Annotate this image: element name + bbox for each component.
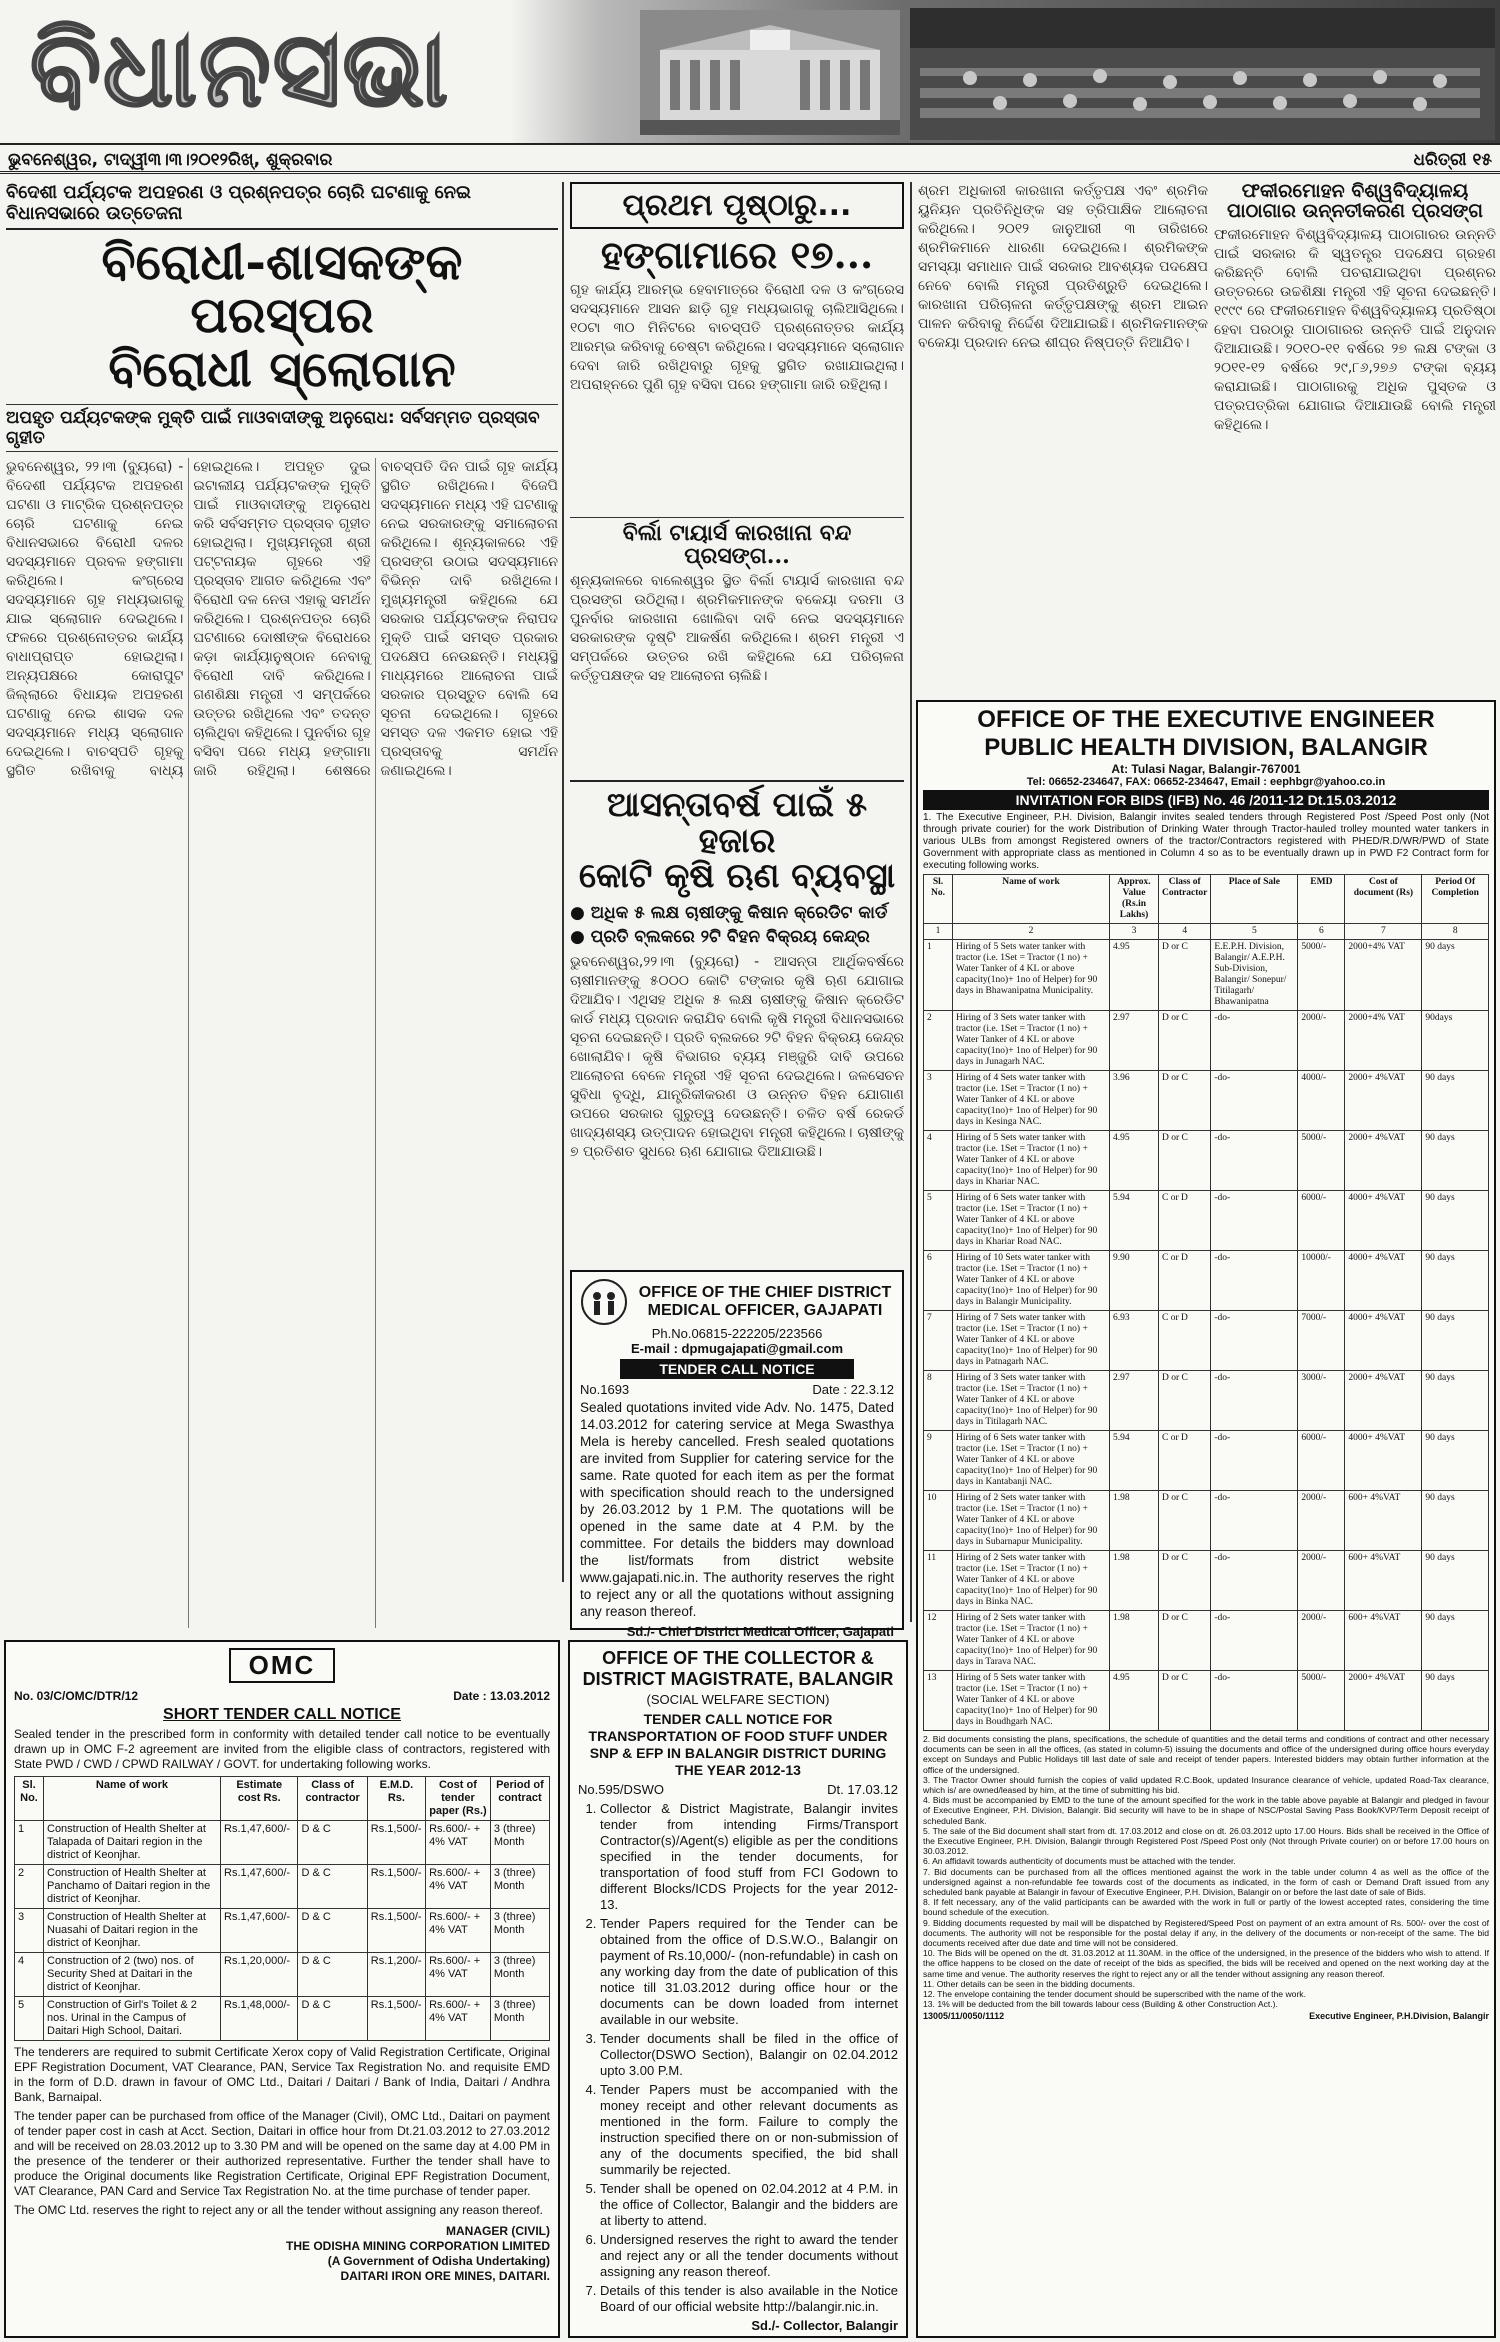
table-cell: C or D bbox=[1159, 1191, 1211, 1251]
phed-address: At: Tulasi Nagar, Balangir-767001 bbox=[1111, 762, 1301, 776]
table-row bbox=[15, 1821, 550, 1865]
list-item: 6. An affidavit towards authenticity of documents must be attached with the tender. bbox=[923, 1856, 1236, 1867]
table-cell: -do- bbox=[1211, 1311, 1298, 1371]
omc-col-header: Cost of tender paper (Rs.) bbox=[426, 1777, 491, 1821]
phed-table-colnums bbox=[924, 924, 1489, 940]
phed-colnum: 1 bbox=[924, 924, 953, 940]
krishi-story bbox=[570, 780, 904, 1280]
fm-headline-line2: ପାଠାଗାର ଉନ୍ନତୀକରଣ ପ୍ରସଙ୍ଗ bbox=[1227, 199, 1483, 222]
phed-notes bbox=[923, 1734, 1489, 2009]
omc-col-header: E.M.D. Rs. bbox=[367, 1777, 425, 1821]
collector-conditions bbox=[578, 1801, 898, 2315]
fm-headline-line1: ଫକୀରମୋହନ ବିଶ୍ୱବିଦ୍ୟାଳୟ bbox=[1241, 180, 1469, 202]
table-cell: 2000/- bbox=[1298, 1491, 1345, 1551]
table-cell: -do- bbox=[1211, 1011, 1298, 1071]
phed-col-header: Place of Sale bbox=[1211, 875, 1298, 924]
table-cell: E.E.P.H. Division, Balangir/ A.E.P.H. Sub-Division, Balangir/ Sonepur/ Titilagarh/ Bhawanipatna bbox=[1211, 940, 1298, 1011]
omc-col-header: Period of contract bbox=[490, 1777, 549, 1821]
table-cell: 4000+ 4%VAT bbox=[1345, 1251, 1422, 1311]
table-cell: D & C bbox=[298, 1997, 367, 2041]
table-cell: Hiring of 4 Sets water tanker with tractor (i.e. 1Set = Tractor (1 no) + Water Tanker of 4 KL or above capacity(1no)+ 1no of Helper) for 90 days in Kesinga NAC. bbox=[953, 1071, 1110, 1131]
collector-ref-row bbox=[578, 1782, 898, 1797]
table-cell: Construction of 2 (two) nos. of Security Shed at Daitari in the district of Keonjhar. bbox=[44, 1953, 221, 1997]
phed-colnum: 8 bbox=[1422, 924, 1489, 940]
cdmo-ref-row bbox=[580, 1382, 894, 1397]
omc-table-header bbox=[15, 1777, 550, 1821]
table-cell: Rs.1,48,000/- bbox=[221, 1997, 298, 2041]
table-cell: 2000+ 4%VAT bbox=[1345, 1131, 1422, 1191]
phed-contact: Tel: 06652-234647, FAX: 06652-234647, Email : eephbgr@yahoo.co.in bbox=[1026, 776, 1386, 788]
table-cell: 3 (three) Month bbox=[490, 1953, 549, 1997]
lead-headline-line1: ବିରୋଧୀ-ଶାସକଙ୍କ ପରସ୍ପର bbox=[101, 232, 463, 344]
table-row bbox=[924, 1431, 1489, 1491]
table-cell: 90 days bbox=[1422, 1311, 1489, 1371]
table-cell: Hiring of 5 Sets water tanker with tractor (i.e. 1Set = Tractor (1 no) + Water Tanker of 4 KL or above capacity(1no)+ 1no of Helper) for 90 days in Bhawanipatna Municipality. bbox=[953, 940, 1110, 1011]
omc-sign-line1: MANAGER (CIVIL) bbox=[446, 2224, 550, 2238]
table-cell: 11 bbox=[924, 1551, 953, 1611]
omc-ref-row bbox=[14, 1689, 550, 1703]
phed-title-line1: OFFICE OF THE EXECUTIVE ENGINEER bbox=[977, 706, 1435, 733]
table-cell: Rs.1,500/- bbox=[367, 1997, 425, 2041]
omc-para1: The tenderers are required to submit Certificate Xerox copy of Valid Registration Certificate, Original EPF Registration Document, VAT Clearance, PAN, Service Tax Registration No. and requisite EMD in the form of D.D. drawn in favour of OMC Ltd., Daitari / Daitari / Bank of India, Daitari / Andhra Bank, Barnaipal. bbox=[14, 2045, 550, 2104]
collector-section: (SOCIAL WELFARE SECTION) bbox=[646, 1692, 830, 1707]
table-cell: 4000/- bbox=[1298, 1071, 1345, 1131]
list-item: 7. Bid documents can be purchased from all the offices mentioned against the work in the table under column 4 as well as the office of the undersigned against a non-refundable fee towards cost of the documents as indicated, in the form of cash or Demand Draft issued from any scheduled bank payable at Balangir in favour of Executive Engineer, P.H. Division, Balangir on or before the last date of sale of Bids. bbox=[923, 1866, 1489, 1898]
table-cell: 3 (three) Month bbox=[490, 1865, 549, 1909]
front-page-continuation bbox=[570, 182, 904, 772]
lead-headline-line2: ବିରୋଧୀ ସ୍ଲୋଗାନ bbox=[108, 339, 456, 398]
list-item: 1. Collector & District Magistrate, Balangir invites tender from intending Firms/Transport Contractor(s)/Agent(s) eligible as per the conditions specified in the tender documents, for transportation of food stuff from FCI Godown to different Blocks/ICDS Projects for the year 2012-13. bbox=[600, 1801, 898, 1913]
phed-notice bbox=[916, 700, 1496, 2338]
table-cell: 3.96 bbox=[1110, 1071, 1159, 1131]
table-cell: D & C bbox=[298, 1953, 367, 1997]
table-cell: Rs.1,47,600/- bbox=[221, 1865, 298, 1909]
lead-story bbox=[6, 182, 558, 1582]
table-cell: Hiring of 2 Sets water tanker with tractor (i.e. 1Set = Tractor (1 no) + Water Tanker of 4 KL or above capacity(1no)+ 1no of Helper) for 90 days in Tarava NAC. bbox=[953, 1611, 1110, 1671]
table-cell: 4000+ 4%VAT bbox=[1345, 1191, 1422, 1251]
table-cell: 600+ 4%VAT bbox=[1345, 1551, 1422, 1611]
table-cell: 90 days bbox=[1422, 1191, 1489, 1251]
fm-body: ଫକୀରମୋହନ ବିଶ୍ୱବିଦ୍ୟାଳୟ ପାଠାଗାରର ଉନ୍ନତି ପାଇଁ ସରକାର କି ସ୍ୱତନ୍ତ୍ର ପଦକ୍ଷେପ ଗ୍ରହଣ କରିଛନ୍ତି ବୋଲି ପଚରାଯାଇଥିବା ପ୍ରଶ୍ନର ଉତ୍ତରରେ ଉଚ୍ଚଶିକ୍ଷା ମନ୍ତ୍ରୀ ଏହି ସୂଚନା ଦେଇଛନ୍ତି। ୧୯୯୯ ରେ ଫକୀରମୋହନ ବିଶ୍ୱବିଦ୍ୟାଳୟ ପ୍ରତିଷ୍ଠା ହେବା ପରଠାରୁ ପାଠାଗାରର ଉନ୍ନତି ପାଇଁ ଅନୁଦାନ ଦିଆଯାଉଛି। ୨୦୧୦-୧୧ ବର୍ଷରେ ୨୭ ଲକ୍ଷ ଟଙ୍କା ଓ ୨୦୧୧-୧୨ ବର୍ଷରେ ୨୯,୮୬,୨୭୬ ଟଙ୍କା ବ୍ୟୟ କରାଯାଇଛି। ପାଠାଗାରକୁ ଅଧିକ ପୁସ୍ତକ ଓ ପତ୍ରପତ୍ରିକା ଯୋଗାଇ ଦିଆଯାଉଛି ବୋଲି ମନ୍ତ୍ରୀ କହିଥିଲେ। bbox=[1214, 226, 1496, 433]
table-row bbox=[924, 1011, 1489, 1071]
table-cell: 2000+ 4%VAT bbox=[1345, 1371, 1422, 1431]
collector-date: Dt. 17.03.12 bbox=[827, 1782, 898, 1797]
table-cell: -do- bbox=[1211, 1551, 1298, 1611]
table-cell: 90 days bbox=[1422, 1371, 1489, 1431]
table-row bbox=[924, 1071, 1489, 1131]
collector-title-line1: OFFICE OF THE COLLECTOR & bbox=[602, 1648, 874, 1668]
collector-signature: Sd./- Collector, Balangir bbox=[751, 2318, 898, 2333]
table-cell: Hiring of 2 Sets water tanker with tractor (i.e. 1Set = Tractor (1 no) + Water Tanker of 4 KL or above capacity(1no)+ 1no of Helper) for 90 days in Subarnapur Municipality. bbox=[953, 1491, 1110, 1551]
list-item: 7. Details of this tender is also available in the Notice Board of our official website http://balangir.nic.in. bbox=[600, 2283, 898, 2315]
table-cell: Hiring of 6 Sets water tanker with tractor (i.e. 1Set = Tractor (1 no) + Water Tanker of 4 KL or above capacity(1no)+ 1no of Helper) for 90 days in Kantabanji NAC. bbox=[953, 1431, 1110, 1491]
omc-signature-block bbox=[14, 2224, 550, 2284]
omc-table-body bbox=[15, 1821, 550, 2041]
table-cell: 90 days bbox=[1422, 1611, 1489, 1671]
table-cell: 2.97 bbox=[1110, 1011, 1159, 1071]
table-cell: 90 days bbox=[1422, 1491, 1489, 1551]
table-cell: 6000/- bbox=[1298, 1431, 1345, 1491]
masthead bbox=[0, 0, 1500, 145]
cdmo-title-line2: MEDICAL OFFICER, GAJAPATI bbox=[647, 1302, 883, 1319]
phed-colnum: 4 bbox=[1159, 924, 1211, 940]
phed-col-header: Name of work bbox=[953, 875, 1110, 924]
phed-table bbox=[923, 874, 1489, 1731]
table-row bbox=[15, 1953, 550, 1997]
omc-col-header: Name of work bbox=[44, 1777, 221, 1821]
phed-colnum: 2 bbox=[953, 924, 1110, 940]
list-item: 12. The envelope containing the tender document should be superscribed with the name of the work. bbox=[923, 1989, 1306, 2000]
page-number: ଧରିତ୍ରୀ ୧୫ bbox=[1413, 150, 1492, 170]
table-cell: 2000/- bbox=[1298, 1611, 1345, 1671]
list-item: 11. Other details can be seen in the bidding documents. bbox=[923, 1978, 1135, 1989]
table-cell: 1.98 bbox=[1110, 1611, 1159, 1671]
masthead-title: ବିଧାନସଭା bbox=[30, 8, 451, 130]
krishi-headline-line2: କୋଟି କୃଷି ଋଣ ବ୍ୟବସ୍ଥା bbox=[578, 856, 896, 897]
phed-table-header bbox=[924, 875, 1489, 924]
table-cell: 10000/- bbox=[1298, 1251, 1345, 1311]
table-row bbox=[924, 1251, 1489, 1311]
table-cell: 4000+ 4%VAT bbox=[1345, 1431, 1422, 1491]
cdmo-notice bbox=[570, 1270, 904, 1639]
table-row bbox=[15, 1997, 550, 2041]
table-cell: 1 bbox=[924, 940, 953, 1011]
table-cell: 2000/- bbox=[1298, 1011, 1345, 1071]
table-cell: -do- bbox=[1211, 1671, 1298, 1731]
table-cell: Construction of Girl's Toilet & 2 nos. Urinal in the Campus of Daitari High School, Daitari. bbox=[44, 1997, 221, 2041]
table-cell: 1.98 bbox=[1110, 1551, 1159, 1611]
phed-intro: 1. The Executive Engineer, P.H. Division, Balangir invites sealed tenders through Registered Post /Speed Post only (Not through private courier) for the work Distribution of Drinking Water through Tractor-hauled trolley mounted water tankers in various ULBs from amongst Registered owners of the tractor/Contractors registered with PHED/R.D/WR/PWD of State Government with appropriate class as mentioned in Column 4 so as to be eventually drawn up in PWD F2 Contract form for executing following works. bbox=[923, 812, 1489, 871]
table-cell: 90 days bbox=[1422, 1671, 1489, 1731]
omc-intro: Sealed tender in the prescribed form in conformity with detailed tender call notice to be eventually drawn up in OMC F-2 agreement are invited from the eligible class of contractors, registered with State PWD / CWD / CPWD RAILWAY / GOVT. for undertaking following works. bbox=[14, 1727, 550, 1771]
list-item: 3. Tender documents shall be filed in the office of Collector(DSWO Section), Balangir on 02.04.2012 upto 3.00 P.M. bbox=[600, 2031, 898, 2079]
table-cell: C or D bbox=[1159, 1431, 1211, 1491]
list-item: 2. Tender Papers required for the Tender can be obtained from the office of D.S.W.O., Balangir on payment of Rs.10,000/- (non-refundable) in cash on any working day from the date of publication of this notice till 31.03.2012 during office hour or the documents can be down loaded from internet available in our website. bbox=[600, 1916, 898, 2028]
table-cell: D & C bbox=[298, 1865, 367, 1909]
table-cell: 7000/- bbox=[1298, 1311, 1345, 1371]
list-item: 4. Bids must be accompanied by EMD to the tune of the amount specified for the work in the table above payable at Balangir and pledged in favour of Executive Engineer, P.H. Division, Balangir. Bid security will have to be in shape of NSC/Postal Saving Pass Book/KVP/Term Deposit receipt of scheduled Bank. bbox=[923, 1795, 1489, 1826]
table-cell: 6.93 bbox=[1110, 1311, 1159, 1371]
table-cell: D or C bbox=[1159, 940, 1211, 1011]
phed-colnum: 6 bbox=[1298, 924, 1345, 940]
krishi-bullet-1: ● ଅଧିକ ୫ ଲକ୍ଷ ଚାଷୀଙ୍କୁ କିଷାନ କ୍ରେଡିଟ କାର୍ଡ bbox=[570, 903, 888, 924]
table-cell: Hiring of 2 Sets water tanker with tractor (i.e. 1Set = Tractor (1 no) + Water Tanker of 4 KL or above capacity(1no)+ 1no of Helper) for 90 days in Binka NAC. bbox=[953, 1551, 1110, 1611]
table-cell: 2 bbox=[924, 1011, 953, 1071]
table-cell: 2 bbox=[15, 1865, 44, 1909]
collector-title-line2: DISTRICT MAGISTRATE, BALANGIR bbox=[582, 1669, 894, 1689]
cdmo-date: Date : 22.3.12 bbox=[812, 1382, 894, 1397]
list-item: 5. Tender shall be opened on 02.04.2012 at 4 P.M. in the office of Collector, Balangir and the bidders are at liberty to attend. bbox=[600, 2181, 898, 2229]
table-cell: 2000+ 4%VAT bbox=[1345, 1071, 1422, 1131]
omc-table bbox=[14, 1776, 550, 2041]
table-cell: Rs.1,500/- bbox=[367, 1821, 425, 1865]
fm-university-story bbox=[1214, 182, 1496, 682]
table-cell: 7 bbox=[924, 1311, 953, 1371]
table-cell: 3 (three) Month bbox=[490, 1909, 549, 1953]
table-cell: 90 days bbox=[1422, 1071, 1489, 1131]
table-cell: 90 days bbox=[1422, 940, 1489, 1011]
lead-subhead: ଅପହୃତ ପର୍ଯ୍ୟଟକଙ୍କ ମୁକ୍ତି ପାଇଁ ମାଓବାଦୀଙ୍କୁ ଅନୁରୋଧ: ସର୍ବସମ୍ମତ ପ୍ରସ୍ତାବ ଗୃହୀତ bbox=[6, 404, 558, 452]
table-cell: Rs.1,500/- bbox=[367, 1909, 425, 1953]
cdmo-phone: Ph.No.06815-222205/223566 bbox=[651, 1326, 823, 1341]
phed-colnum: 7 bbox=[1345, 924, 1422, 940]
list-item: 10. The Bids will be opened on the dt. 31.03.2012 at 11.30AM. in the office of the undersigned, in the presence of the bidders who wish to attend. If the office happens to be closed on the date of receipt of the bids as specified, the bids will be received and opened on the next working day at the same time and venue. The authority reserves the right to reject any or all the tender without assigning any reason thereof. bbox=[923, 1948, 1489, 1979]
table-cell: 6 bbox=[924, 1251, 953, 1311]
table-cell: D or C bbox=[1159, 1071, 1211, 1131]
table-cell: D or C bbox=[1159, 1131, 1211, 1191]
omc-col-header: Class of contractor bbox=[298, 1777, 367, 1821]
table-cell: 3 bbox=[924, 1071, 953, 1131]
list-item: 13. 1% will be deducted from the bill towards labour cess (Building & other Construction Act.). bbox=[923, 1999, 1278, 2010]
table-cell: Hiring of 5 Sets water tanker with tractor (i.e. 1Set = Tractor (1 no) + Water Tanker of 4 KL or above capacity(1no)+ 1no of Helper) for 90 days in Khariar NAC. bbox=[953, 1131, 1110, 1191]
table-row bbox=[924, 1311, 1489, 1371]
table-cell: 5000/- bbox=[1298, 1131, 1345, 1191]
table-cell: 4 bbox=[15, 1953, 44, 1997]
table-cell: 600+ 4%VAT bbox=[1345, 1491, 1422, 1551]
cdmo-number: No.1693 bbox=[580, 1382, 630, 1397]
table-cell: 3000/- bbox=[1298, 1371, 1345, 1431]
list-item: 3. The Tractor Owner should furnish the copies of valid updated R.C.Book, updated Insurance clearance of vehicle, updated Road-Tax clearance, which is/ are owned/leased by him, at the time of submitting his bid. bbox=[923, 1774, 1489, 1796]
table-cell: -do- bbox=[1211, 1491, 1298, 1551]
table-cell: D or C bbox=[1159, 1371, 1211, 1431]
table-cell: Rs.1,200/- bbox=[367, 1953, 425, 1997]
omc-para3: The OMC Ltd. reserves the right to reject any or all the tender without assigning any reason thereof. bbox=[14, 2203, 543, 2217]
table-cell: 4.95 bbox=[1110, 1671, 1159, 1731]
omc-date: Date : 13.03.2012 bbox=[453, 1689, 550, 1703]
table-cell: 4 bbox=[924, 1131, 953, 1191]
table-cell: 3 bbox=[15, 1909, 44, 1953]
omc-notice bbox=[4, 1640, 560, 2338]
table-cell: Hiring of 6 Sets water tanker with tractor (i.e. 1Set = Tractor (1 no) + Water Tanker of 4 KL or above capacity(1no)+ 1no of Helper) for 90 days in Khariar Road NAC. bbox=[953, 1191, 1110, 1251]
table-cell: 5000/- bbox=[1298, 940, 1345, 1011]
list-item: 5. The sale of the Bid document shall start from dt. 17.03.2012 and close on dt. 26.03.2012 upto 17.00 Hours. Bids shall be received in the Office of the Executive Engineer, P.H. Division, Balangir through Registered Post /Speed Post only (Not through Private courier) on or before 17.00 hours on 30.03.2012. bbox=[923, 1825, 1489, 1857]
dateline-date: ଭୁବନେଶ୍ୱର, ଟାଦ୍ୱୀ୩।୩।୨୦୧୨ରିଖ୍, ଶୁକ୍ରବାର bbox=[8, 150, 333, 170]
phed-col-header: Cost of document (Rs) bbox=[1345, 875, 1422, 924]
front-page-banner: ପ୍ରଥମ ପୃଷ୍ଠାରୁ... bbox=[570, 182, 904, 229]
table-cell: 10 bbox=[924, 1491, 953, 1551]
table-cell: 1 bbox=[15, 1821, 44, 1865]
krishi-bullet-2: ● ପ୍ରତି ବ୍ଲକରେ ୨ଟି ବିହନ ବିକ୍ରୟ କେନ୍ଦ୍ର bbox=[570, 927, 870, 948]
table-cell: C or D bbox=[1159, 1311, 1211, 1371]
table-cell: 90 days bbox=[1422, 1131, 1489, 1191]
phed-table-body bbox=[924, 940, 1489, 1731]
phed-colnum: 3 bbox=[1110, 924, 1159, 940]
list-item: 4. Tender Papers must be accompanied with the money receipt and other relevant documents as mentioned in the form. Failure to comply the instruction specified there on or non-submission of any of the documents specified, the bid shall summarily be rejected. bbox=[600, 2082, 898, 2178]
table-cell: D or C bbox=[1159, 1551, 1211, 1611]
table-cell: -do- bbox=[1211, 1131, 1298, 1191]
krishi-body: ଭୁବନେଶ୍ୱର,୨୨।୩ (ବ୍ୟୁରୋ) - ଆସନ୍ତା ଆର୍ଥିକବର୍ଷରେ ଚାଷୀମାନଙ୍କୁ ୫୦୦୦ କୋଟି ଟଙ୍କାର କୃଷି ଋଣ ଯୋଗାଇ ଦିଆଯିବ। ଏଥିସହ ଅଧିକ ୫ ଲକ୍ଷ ଚାଷୀଙ୍କୁ କିଷାନ କ୍ରେଡିଟ କାର୍ଡ ମଧ୍ୟ ପ୍ରଦାନ କରାଯିବ ବୋଲି କୃଷି ମନ୍ତ୍ରୀ ବିଧାନସଭାରେ ସୂଚନା ଦେଇଛନ୍ତି। ପ୍ରତି ବ୍ଲକରେ ୨ଟି ବିହନ ବିକ୍ରୟ କେନ୍ଦ୍ର ଖୋଲାଯିବ। କୃଷି ବିଭାଗର ବ୍ୟୟ ମଞ୍ଜୁରି ଦାବି ଉପରେ ଆଲୋଚନା ବେଳେ ମନ୍ତ୍ରୀ ଏହି ସୂଚନା ଦେଇଥିଲେ। ଜଳସେଚନ ସୁବିଧା ବୃଦ୍ଧି, ଯାନ୍ତ୍ରିକୀକରଣ ଓ ଉନ୍ନତ ବିହନ ଯୋଗାଣ ଉପରେ ସରକାର ଗୁରୁତ୍ୱ ଦେଉଛନ୍ତି। ଚଳିତ ବର୍ଷ ରେକର୍ଡ ଖାଦ୍ୟଶସ୍ୟ ଉତ୍ପାଦନ ହୋଇଥିବା ମନ୍ତ୍ରୀ କହିଥିଲେ। ଚାଷୀଙ୍କୁ ୭ ପ୍ରତିଶତ ସୁଧରେ ଋଣ ଯୋଗାଇ ଦିଆଯାଉଛି। bbox=[570, 954, 904, 1161]
table-cell: 3 (three) Month bbox=[490, 1997, 549, 2041]
table-cell: 9 bbox=[924, 1431, 953, 1491]
table-cell: Hiring of 5 Sets water tanker with tractor (i.e. 1Set = Tractor (1 no) + Water Tanker of 4 KL or above capacity(1no)+ 1no of Helper) for 90 days in Boudhgarh NAC. bbox=[953, 1671, 1110, 1731]
cdmo-email: E-mail : dpmugajapati@gmail.com bbox=[630, 1341, 844, 1356]
table-cell: Rs.600/- + 4% VAT bbox=[426, 1821, 491, 1865]
phed-col-header: Approx. Value (Rs.in Lakhs) bbox=[1110, 875, 1159, 924]
table-cell: 1.98 bbox=[1110, 1491, 1159, 1551]
table-cell: Rs.1,47,600/- bbox=[221, 1909, 298, 1953]
table-cell: 90days bbox=[1422, 1011, 1489, 1071]
table-cell: 2000/- bbox=[1298, 1551, 1345, 1611]
list-item: 2. Bid documents consisting the plans, specifications, the schedule of quantities and the detail terms and conditions of contract and other necessary documents can be seen in all the offices, (as stated in column-5) issuing the documents and office of the undersigned during office hours everyday except on Sundays and Public Holidays till last date of sale and receipt of tender papers. Interested bidders may obtain further information at the office of the undersigned. bbox=[923, 1734, 1489, 1775]
phed-col-header: Class of Contractor bbox=[1159, 875, 1211, 924]
table-cell: Rs.1,500/- bbox=[367, 1865, 425, 1909]
table-row bbox=[924, 1371, 1489, 1431]
table-row bbox=[15, 1865, 550, 1909]
table-cell: Hiring of 7 Sets water tanker with tractor (i.e. 1Set = Tractor (1 no) + Water Tanker of 4 KL or above capacity(1no)+ 1no of Helper) for 90 days in Patnagarh NAC. bbox=[953, 1311, 1110, 1371]
table-cell: Hiring of 3 Sets water tanker with tractor (i.e. 1Set = Tractor (1 no) + Water Tanker of 4 KL or above capacity(1no)+ 1no of Helper) for 90 days in Junagarh NAC. bbox=[953, 1011, 1110, 1071]
table-row bbox=[924, 1491, 1489, 1551]
table-cell: 6000/- bbox=[1298, 1191, 1345, 1251]
table-row bbox=[924, 1131, 1489, 1191]
front-page-body: ଗୃହ କାର୍ଯ୍ୟ ଆରମ୍ଭ ହେବାମାତ୍ରେ ବିରୋଧୀ ଦଳ ଓ କଂଗ୍ରେସ ସଦସ୍ୟମାନେ ଆସନ ଛାଡ଼ି ଗୃହ ମଧ୍ୟଭାଗକୁ ଚାଲିଆସିଥିଲେ। ୧୦ଟା ୩୦ ମିନିଟରେ ବାଚସ୍ପତି ପ୍ରଶ୍ନୋତ୍ତର କାର୍ଯ୍ୟ ଆରମ୍ଭ କରିବାକୁ ଚେଷ୍ଟା କରିଥିଲେ। ସଦସ୍ୟମାନେ ସ୍ଲୋଗାନ ଦେବା ଜାରି ରଖିଥିବାରୁ ଗୃହକୁ ସ୍ଥଗିତ ରଖାଯାଇଥିଲା। ଅପରାହ୍ନରେ ପୁଣି ଗୃହ ବସିବା ପରେ ହଙ୍ଗାମା ଜାରି ରହିଥିଲା। bbox=[570, 281, 904, 393]
labour-story-body: ଶ୍ରମ ଅଧିକାରୀ କାରଖାନା କର୍ତ୍ତୃପକ୍ଷ ଏବଂ ଶ୍ରମିକ ୟୁନିୟନ ପ୍ରତିନିଧିଙ୍କ ସହ ତ୍ରିପାକ୍ଷିକ ଆଲୋଚନା କରିଥିଲେ। ୨୦୧୨ ଜାନୁଆରୀ ୩ ତାରିଖରେ ଶ୍ରମିକମାନେ ଧାରଣା ଦେଇଥିଲେ। ଶ୍ରମିକଙ୍କ ସମସ୍ୟା ସମାଧାନ ପାଇଁ ସରକାର ଆବଶ୍ୟକ ପଦକ୍ଷେପ ନେବେ ବୋଲି ମନ୍ତ୍ରୀ ପ୍ରତିଶ୍ରୁତି ଦେଇଥିଲେ। କାରଖାନା ପରିଚାଳନା କର୍ତ୍ତୃପକ୍ଷଙ୍କୁ ଶ୍ରମ ଆଇନ ପାଳନ କରିବାକୁ ନିର୍ଦ୍ଦେଶ ଦିଆଯାଇଛି। ଶ୍ରମିକମାନଙ୍କ ବକେୟା ପ୍ରଦାନ ନେଇ ଶୀଘ୍ର ନିଷ୍ପତ୍ତି ନିଆଯିବ। bbox=[918, 183, 1208, 351]
table-cell: Construction of Health Shelter at Panchamo of Daitari region in the district of Keonjhar. bbox=[44, 1865, 221, 1909]
table-cell: D or C bbox=[1159, 1011, 1211, 1071]
omc-col-header: Sl. No. bbox=[15, 1777, 44, 1821]
omc-sign-line3: (A Government of Odisha Undertaking) bbox=[327, 2254, 550, 2268]
table-cell: 9.90 bbox=[1110, 1251, 1159, 1311]
collector-notice bbox=[568, 1640, 908, 2338]
table-cell: Rs.600/- + 4% VAT bbox=[426, 1997, 491, 2041]
phed-col-header: Sl. No. bbox=[924, 875, 953, 924]
table-cell: Construction of Health Shelter at Talapada of Daitari region in the district of Keonjhar. bbox=[44, 1821, 221, 1865]
table-row bbox=[924, 1611, 1489, 1671]
table-cell: D or C bbox=[1159, 1491, 1211, 1551]
table-cell: 5000/- bbox=[1298, 1671, 1345, 1731]
cdmo-body: Sealed quotations invited vide Adv. No. 1475, Dated 14.03.2012 for catering service at Mega Swasthya Mela is hereby cancelled. Fresh sealed quotations are invited from Supplier for catering service for the same. Rate quoted for each item as per the format with specification should reach to the undersigned by 26.03.2012 by 1 P.M. The quotations will be opened in the same date at 4 P.M. by the committee. For details the bidders may download the list/formats from district website www.gajapati.nic.in. The authority reserves the right to reject any or all the quotations without assigning any reason thereof. bbox=[580, 1400, 894, 1619]
omc-logo: OMC bbox=[229, 1648, 336, 1683]
table-cell: -do- bbox=[1211, 1611, 1298, 1671]
table-cell: Construction of Health Shelter at Nuasahi of Daitari region in the district of Keonjhar. bbox=[44, 1909, 221, 1953]
cdmo-band: TENDER CALL NOTICE bbox=[620, 1359, 854, 1379]
table-cell: 4.95 bbox=[1110, 940, 1159, 1011]
table-cell: 2.97 bbox=[1110, 1371, 1159, 1431]
collector-number: No.595/DSWO bbox=[578, 1782, 664, 1797]
table-cell: 90 days bbox=[1422, 1251, 1489, 1311]
list-item: 9. Bidding documents requested by mail will be dispatched by Registered/Speed Post on payment of an extra amount of Rs. 500/- over the cost of documents. The authority will not be responsible for the postal delay if any, in the delivery of the documents or non-receipt of the same. The bid documents received after due date and time will not be considered. bbox=[923, 1917, 1489, 1949]
dateline-bar bbox=[0, 148, 1500, 174]
phed-title-line2: PUBLIC HEALTH DIVISION, BALANGIR bbox=[984, 734, 1428, 761]
birla-headline: ବିର୍ଲା ଟାୟାର୍ସ କାରଖାନା ବନ୍ଦ ପ୍ରସଙ୍ଗ... bbox=[570, 517, 904, 568]
omc-sign-line2: THE ODISHA MINING CORPORATION LIMITED bbox=[286, 2239, 550, 2253]
table-cell: Rs.600/- + 4% VAT bbox=[426, 1865, 491, 1909]
table-row bbox=[924, 940, 1489, 1011]
cdmo-title-line1: OFFICE OF THE CHIEF DISTRICT bbox=[638, 1284, 892, 1301]
birla-body: ଶୂନ୍ୟକାଳରେ ବାଲେଶ୍ୱର ସ୍ଥିତ ବିର୍ଲା ଟାୟାର୍ସ କାରଖାନା ବନ୍ଦ ପ୍ରସଙ୍ଗ ଉଠିଥିଲା। ଶ୍ରମିକମାନଙ୍କ ବକେୟା ଦରମା ଓ ପୁନର୍ବାର କାରଖାନା ଖୋଲିବା ଦାବି ନେଇ ସଦସ୍ୟମାନେ ସରକାରଙ୍କ ଦୃଷ୍ଟି ଆକର୍ଷଣ କରିଥିଲେ। ଶ୍ରମ ମନ୍ତ୍ରୀ ଏ ସମ୍ପର୍କରେ ଉତ୍ତର ରଖି କହିଥିଲେ ଯେ ପରିଚାଳନା କର୍ତ୍ତୃପକ୍ଷଙ୍କ ସହ ଆଲୋଚନା ଚାଲିଛି। bbox=[570, 573, 904, 685]
phed-col-header: Period Of Completion bbox=[1422, 875, 1489, 924]
omc-number: No. 03/C/OMC/DTR/12 bbox=[14, 1689, 139, 1703]
omc-title: SHORT TENDER CALL NOTICE bbox=[163, 1706, 401, 1723]
collector-heading: TENDER CALL NOTICE FOR TRANSPORTATION OF FOOD STUFF UNDER SNP & EFP IN BALANGIR DISTRICT DURING THE YEAR 2012-13 bbox=[588, 1711, 888, 1778]
column-divider bbox=[910, 182, 912, 1622]
phed-signature: Executive Engineer, P.H.Division, Balangir bbox=[1309, 2011, 1489, 2022]
table-cell: -do- bbox=[1211, 1371, 1298, 1431]
table-cell: Hiring of 10 Sets water tanker with tractor (i.e. 1Set = Tractor (1 no) + Water Tanker of 4 KL or above capacity(1no)+ 1no of Helper) for 90 days in Balangir Municipality. bbox=[953, 1251, 1110, 1311]
krishi-bullet-1-text: ଅଧିକ ୫ ଲକ୍ଷ ଚାଷୀଙ୍କୁ କିଷାନ କ୍ରେଡିଟ କାର୍ଡ bbox=[590, 903, 888, 924]
table-cell: D & C bbox=[298, 1821, 367, 1865]
table-cell: 2000+4% VAT bbox=[1345, 1011, 1422, 1071]
table-cell: -do- bbox=[1211, 1071, 1298, 1131]
list-item: 6. Undersigned reserves the right to award the tender and reject any or all the tender documents without assigning any reason thereof. bbox=[600, 2232, 898, 2280]
table-cell: 5 bbox=[924, 1191, 953, 1251]
lead-kicker: ବିଦେଶୀ ପର୍ଯ୍ୟଟକ ଅପହରଣ ଓ ପ୍ରଶ୍ନପତ୍ର ଚୋରି ଘଟଣାକୁ ନେଇ ବିଧାନସଭାରେ ଉତ୍ତେଜନା bbox=[6, 182, 558, 230]
list-item: 8. If felt necessary, any of the valid participants can be awarded with the work in full or partly of the lowest accepted rates, considering the time bound schedule of the execution. bbox=[923, 1897, 1489, 1918]
omc-para2: The tender paper can be purchased from office of the Manager (Civil), OMC Ltd., Daitari on payment of tender paper cost in cash at Acct. Section, Daitari in office hour from Dt.21.03.2012 to 27.03.2012 and will be received on 28.03.2012 up to 3.30 PM and will be opened on the same day at 4.00 PM in the presence of the tenderer or their authorized representative. Further the tender shall have to produce the Original documents like Registration Certificate, Original EPF Registration Document, VAT Clearance, PAN Card and Service Tax Registration No. at the time purchase of tender paper. bbox=[14, 2109, 550, 2198]
table-cell: D or C bbox=[1159, 1671, 1211, 1731]
lead-body: ଭୁବନେଶ୍ୱର, ୨୨।୩ (ବ୍ୟୁରୋ) - ବିଦେଶୀ ପର୍ଯ୍ୟଟକ ଅପହରଣ ଘଟଣା ଓ ମାଟ୍ରିକ ପ୍ରଶ୍ନପତ୍ର ଚୋରି ଘଟଣାକୁ ନେଇ ବିଧାନସଭାରେ ବିରୋଧୀ ଦଳର ସଦସ୍ୟମାନେ ପ୍ରବଳ ହଙ୍ଗାମା କରିଥିଲେ। କଂଗ୍ରେସ ସଦସ୍ୟମାନେ ଗୃହ ମଧ୍ୟଭାଗକୁ ଯାଇ ସ୍ଲୋଗାନ ଦେଇଥିଲେ। ଫଳରେ ପ୍ରଶ୍ନୋତ୍ତର କାର୍ଯ୍ୟ ବାଧାପ୍ରାପ୍ତ ହୋଇଥିଲା। ଅନ୍ୟପକ୍ଷରେ କୋରାପୁଟ ଜିଲ୍ଲାରେ ବିଧାୟକ ଅପହରଣ ଘଟଣାକୁ ନେଇ ଶାସକ ଦଳ ସଦସ୍ୟମାନେ ମଧ୍ୟ ସ୍ଲୋଗାନ ଦେଇଥିଲେ। ବାଚସ୍ପତି ଗୃହକୁ ସ୍ଥଗିତ ରଖିବାକୁ ବାଧ୍ୟ ହୋଇଥିଲେ। ଅପହୃତ ଦୁଇ ଇଟାଲୀୟ ପର୍ଯ୍ୟଟକଙ୍କ ମୁକ୍ତି ପାଇଁ ମାଓବାଦୀଙ୍କୁ ଅନୁରୋଧ କରି ସର୍ବସମ୍ମତ ପ୍ରସ୍ତାବ ଗୃହୀତ ହୋଇଥିଲା। ମୁଖ୍ୟମନ୍ତ୍ରୀ ଶ୍ରୀ ପଟ୍ଟନାୟକ ଗୃହରେ ଏହି ପ୍ରସ୍ତାବ ଆଗତ କରିଥିଲେ ଏବଂ ବିରୋଧୀ ଦଳ ନେତା ଏହାକୁ ସମର୍ଥନ କରିଥିଲେ। ପ୍ରଶ୍ନପତ୍ର ଚୋରି ଘଟଣାରେ ଦୋଷୀଙ୍କ ବିରୋଧରେ କଡ଼ା କାର୍ଯ୍ୟାନୁଷ୍ଠାନ ନେବାକୁ ବିରୋଧୀ ଦାବି କରିଥିଲେ। ଗଣଶିକ୍ଷା ମନ୍ତ୍ରୀ ଏ ସମ୍ପର୍କରେ ଉତ୍ତର ରଖିଥିଲେ ଏବଂ ତଦନ୍ତ ଚାଲିଥିବା କହିଥିଲେ। ପୁନର୍ବାର ଗୃହ ବସିବା ପରେ ମଧ୍ୟ ହଙ୍ଗାମା ଜାରି ରହିଥିଲା। ଶେଷରେ ବାଚସ୍ପତି ଦିନ ପାଇଁ ଗୃହ କାର୍ଯ୍ୟ ସ୍ଥଗିତ ରଖିଥିଲେ। ବିଜେପି ସଦସ୍ୟମାନେ ମଧ୍ୟ ଏହି ଘଟଣାକୁ ନେଇ ସରକାରଙ୍କୁ ସମାଲୋଚନା କରିଥିଲେ। ଶୂନ୍ୟକାଳରେ ଏହି ପ୍ରସଙ୍ଗ ଉଠାଇ ସଦସ୍ୟମାନେ ବିଭିନ୍ନ ଦାବି ରଖିଥିଲେ। ମୁଖ୍ୟମନ୍ତ୍ରୀ କହିଥିଲେ ଯେ ସରକାର ପର୍ଯ୍ୟଟକଙ୍କ ନିରାପଦ ମୁକ୍ତି ପାଇଁ ସମସ୍ତ ପ୍ରକାର ପଦକ୍ଷେପ ନେଉଛନ୍ତି। ମଧ୍ୟସ୍ଥି ମାଧ୍ୟମରେ ଆଲୋଚନା ପାଇଁ ସରକାର ପ୍ରସ୍ତୁତ ବୋଲି ସେ ସୂଚନା ଦେଇଥିଲେ। ଗୃହରେ ସମସ୍ତ ଦଳ ଏକମତ ହୋଇ ଏହି ପ୍ରସ୍ତାବକୁ ସମର୍ଥନ ଜଣାଇଥିଲେ। bbox=[6, 458, 558, 779]
phed-band: INVITATION FOR BIDS (IFB) No. 46 /2011-12 Dt.15.03.2012 bbox=[923, 790, 1489, 810]
table-cell: Hiring of 3 Sets water tanker with tractor (i.e. 1Set = Tractor (1 no) + Water Tanker of 4 KL or above capacity(1no)+ 1no of Helper) for 90 days in Titilagarh NAC. bbox=[953, 1371, 1110, 1431]
table-cell: 90 days bbox=[1422, 1551, 1489, 1611]
table-cell: Rs.600/- + 4% VAT bbox=[426, 1909, 491, 1953]
table-cell: -do- bbox=[1211, 1191, 1298, 1251]
table-cell: Rs.1,47,600/- bbox=[221, 1821, 298, 1865]
phed-col-header: EMD bbox=[1298, 875, 1345, 924]
phed-colnum: 5 bbox=[1211, 924, 1298, 940]
front-page-headline: ହଙ୍ଗାମାରେ ୧୭... bbox=[600, 232, 874, 277]
table-cell: 4.95 bbox=[1110, 1131, 1159, 1191]
table-cell: 5.94 bbox=[1110, 1191, 1159, 1251]
table-cell: Rs.1,20,000/- bbox=[221, 1953, 298, 1997]
omc-sign-line4: DAITARI IRON ORE MINES, DAITARI. bbox=[340, 2269, 550, 2283]
table-cell: 2000+4% VAT bbox=[1345, 940, 1422, 1011]
table-row bbox=[924, 1551, 1489, 1611]
table-cell: 5 bbox=[15, 1997, 44, 2041]
omc-col-header: Estimate cost Rs. bbox=[221, 1777, 298, 1821]
phed-ref: 13005/11/0050/1112 bbox=[923, 2011, 1005, 2022]
nrhm-emblem-icon bbox=[580, 1278, 628, 1326]
table-cell: 13 bbox=[924, 1671, 953, 1731]
table-cell: 600+ 4%VAT bbox=[1345, 1611, 1422, 1671]
column-divider bbox=[562, 182, 564, 1582]
table-cell: 3 (three) Month bbox=[490, 1821, 549, 1865]
table-cell: Rs.600/- + 4% VAT bbox=[426, 1953, 491, 1997]
table-cell: D or C bbox=[1159, 1611, 1211, 1671]
assembly-building-photo bbox=[640, 10, 900, 135]
krishi-headline-line1: ଆସନ୍ତାବର୍ଷ ପାଇଁ ୫ ହଜାର bbox=[606, 785, 868, 861]
table-cell: 90 days bbox=[1422, 1431, 1489, 1491]
table-cell: 8 bbox=[924, 1371, 953, 1431]
krishi-bullet-2-text: ପ୍ରତି ବ୍ଲକରେ ୨ଟି ବିହନ ବିକ୍ରୟ କେନ୍ଦ୍ର bbox=[590, 927, 870, 948]
table-row bbox=[924, 1671, 1489, 1731]
cdmo-signature: Sd./- Chief District Medical Officer, Gajapati bbox=[626, 1624, 894, 1639]
table-cell: 4000+ 4%VAT bbox=[1345, 1311, 1422, 1371]
table-row bbox=[15, 1909, 550, 1953]
table-cell: D & C bbox=[298, 1909, 367, 1953]
table-cell: C or D bbox=[1159, 1251, 1211, 1311]
table-cell: -do- bbox=[1211, 1251, 1298, 1311]
table-cell: 5.94 bbox=[1110, 1431, 1159, 1491]
assembly-hall-photo bbox=[910, 8, 1495, 140]
phed-footer bbox=[923, 2011, 1489, 2021]
table-cell: 2000+ 4%VAT bbox=[1345, 1671, 1422, 1731]
table-cell: -do- bbox=[1211, 1431, 1298, 1491]
table-cell: 12 bbox=[924, 1611, 953, 1671]
table-row bbox=[924, 1191, 1489, 1251]
